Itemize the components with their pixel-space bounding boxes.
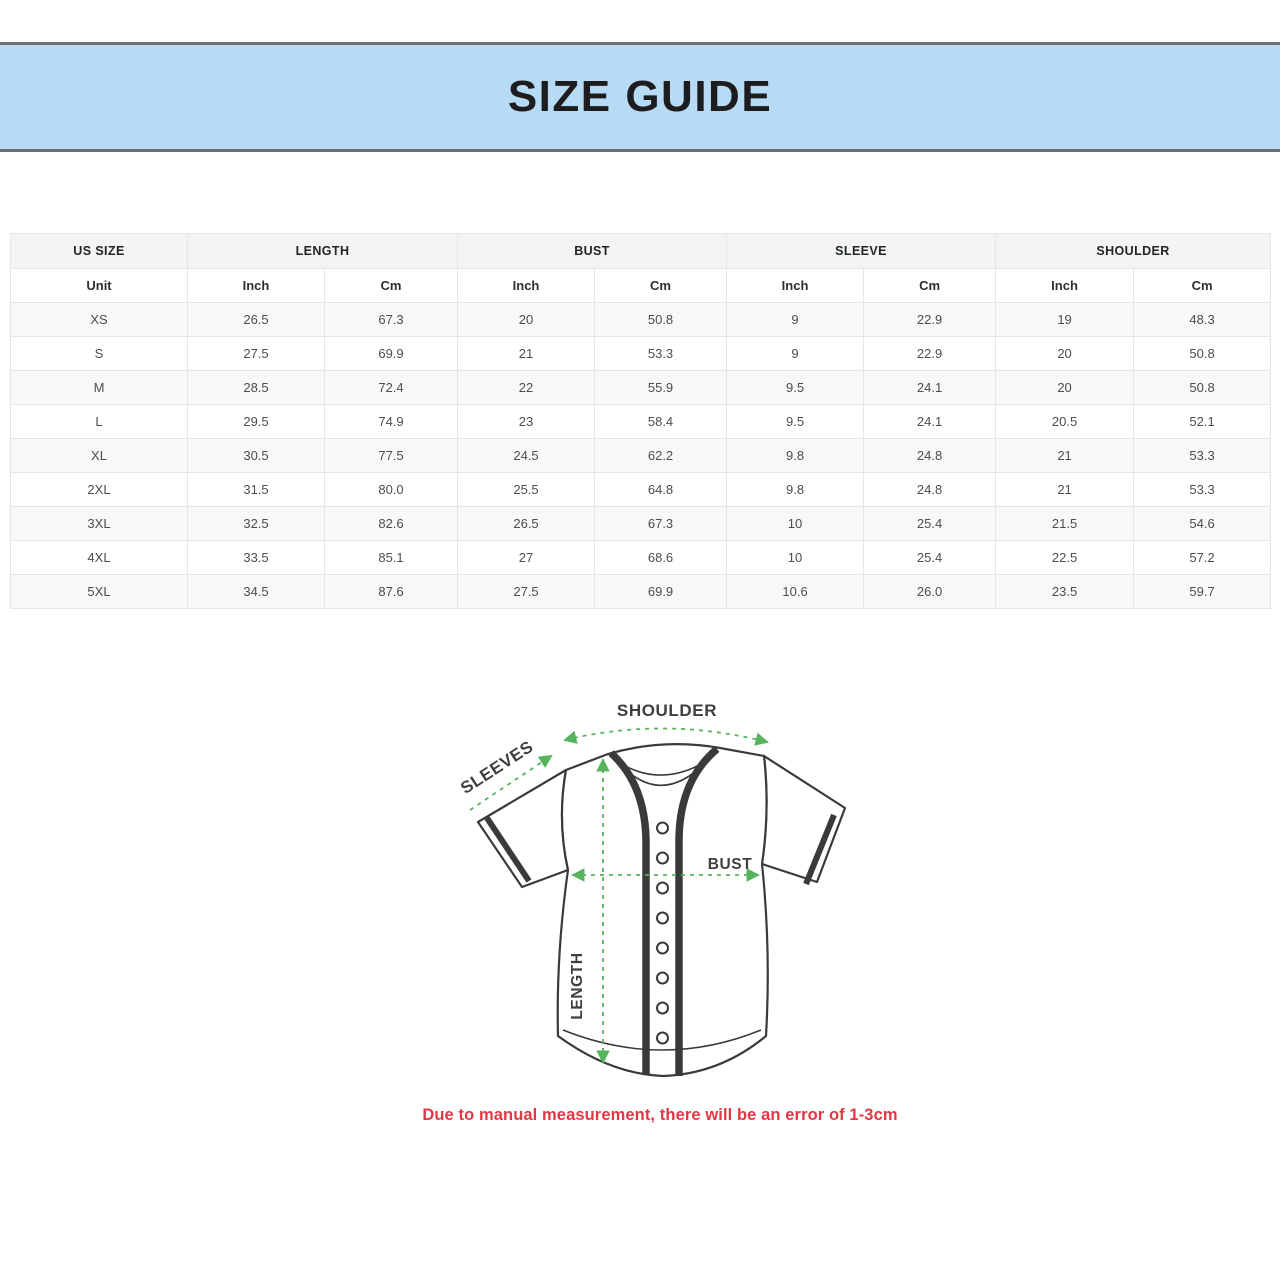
table-row	[11, 371, 1271, 405]
value-cell: 23.5	[996, 575, 1134, 609]
length-label: LENGTH	[569, 952, 586, 1020]
value-cell: 59.7	[1134, 575, 1271, 609]
value-cell: 9.8	[727, 473, 864, 507]
value-cell: 52.1	[1134, 405, 1271, 439]
unit-header: Inch	[188, 269, 325, 303]
shoulder-arrow	[565, 728, 767, 742]
value-cell: 24.1	[864, 371, 996, 405]
value-cell: 27	[458, 541, 595, 575]
jersey-measurement-diagram	[430, 690, 890, 1110]
value-cell: 26.5	[458, 507, 595, 541]
value-cell: 22.9	[864, 303, 996, 337]
jersey-outline	[478, 744, 845, 1076]
value-cell: 53.3	[1134, 473, 1271, 507]
size-cell: S	[11, 337, 188, 371]
button	[657, 883, 668, 894]
value-cell: 27.5	[188, 337, 325, 371]
value-cell: 53.3	[1134, 439, 1271, 473]
value-cell: 80.0	[325, 473, 458, 507]
value-cell: 23	[458, 405, 595, 439]
value-cell: 67.3	[325, 303, 458, 337]
size-table-body	[11, 303, 1271, 609]
jersey-body	[558, 744, 768, 1076]
value-cell: 48.3	[1134, 303, 1271, 337]
table-row	[11, 303, 1271, 337]
jersey-diagram-svg	[430, 690, 890, 1110]
column-header-length: LENGTH	[188, 234, 458, 269]
button	[657, 913, 668, 924]
value-cell: 22.5	[996, 541, 1134, 575]
shoulder-label: SHOULDER	[616, 701, 718, 720]
value-cell: 53.3	[595, 337, 727, 371]
button	[657, 823, 668, 834]
value-cell: 10.6	[727, 575, 864, 609]
value-cell: 10	[727, 507, 864, 541]
value-cell: 28.5	[188, 371, 325, 405]
size-cell: 4XL	[11, 541, 188, 575]
size-table	[10, 233, 1271, 609]
table-row	[11, 337, 1271, 371]
value-cell: 32.5	[188, 507, 325, 541]
unit-header: Inch	[458, 269, 595, 303]
value-cell: 72.4	[325, 371, 458, 405]
unit-header: Cm	[864, 269, 996, 303]
value-cell: 9	[727, 303, 864, 337]
size-cell: M	[11, 371, 188, 405]
value-cell: 21.5	[996, 507, 1134, 541]
size-cell: L	[11, 405, 188, 439]
value-cell: 69.9	[325, 337, 458, 371]
value-cell: 68.6	[595, 541, 727, 575]
button	[657, 1033, 668, 1044]
value-cell: 29.5	[188, 405, 325, 439]
value-cell: 20	[458, 303, 595, 337]
button	[657, 943, 668, 954]
table-row	[11, 575, 1271, 609]
value-cell: 26.0	[864, 575, 996, 609]
value-cell: 21	[996, 439, 1134, 473]
value-cell: 27.5	[458, 575, 595, 609]
value-cell: 24.5	[458, 439, 595, 473]
unit-header: Cm	[325, 269, 458, 303]
table-group-header-row	[11, 234, 1271, 269]
value-cell: 25.5	[458, 473, 595, 507]
value-cell: 82.6	[325, 507, 458, 541]
value-cell: 26.5	[188, 303, 325, 337]
value-cell: 50.8	[1134, 337, 1271, 371]
value-cell: 10	[727, 541, 864, 575]
table-row	[11, 439, 1271, 473]
size-cell: XS	[11, 303, 188, 337]
value-cell: 24.1	[864, 405, 996, 439]
unit-header: Cm	[1134, 269, 1271, 303]
column-header-us-size: US SIZE	[11, 234, 188, 269]
value-cell: 25.4	[864, 541, 996, 575]
table-unit-header-row	[11, 269, 1271, 303]
size-cell: 5XL	[11, 575, 188, 609]
value-cell: 9.5	[727, 405, 864, 439]
value-cell: 24.8	[864, 439, 996, 473]
value-cell: 20	[996, 371, 1134, 405]
size-cell: XL	[11, 439, 188, 473]
value-cell: 54.6	[1134, 507, 1271, 541]
value-cell: 22	[458, 371, 595, 405]
value-cell: 67.3	[595, 507, 727, 541]
table-row	[11, 507, 1271, 541]
table-row	[11, 405, 1271, 439]
value-cell: 30.5	[188, 439, 325, 473]
button	[657, 1003, 668, 1014]
value-cell: 50.8	[595, 303, 727, 337]
unit-header: Inch	[996, 269, 1134, 303]
value-cell: 9.5	[727, 371, 864, 405]
column-header-sleeve: SLEEVE	[727, 234, 996, 269]
size-cell: 3XL	[11, 507, 188, 541]
value-cell: 69.9	[595, 575, 727, 609]
unit-header: Unit	[11, 269, 188, 303]
value-cell: 20.5	[996, 405, 1134, 439]
table-row	[11, 473, 1271, 507]
column-header-bust: BUST	[458, 234, 727, 269]
value-cell: 21	[458, 337, 595, 371]
value-cell: 24.8	[864, 473, 996, 507]
value-cell: 62.2	[595, 439, 727, 473]
value-cell: 33.5	[188, 541, 325, 575]
value-cell: 50.8	[1134, 371, 1271, 405]
value-cell: 34.5	[188, 575, 325, 609]
table-row	[11, 541, 1271, 575]
value-cell: 64.8	[595, 473, 727, 507]
value-cell: 22.9	[864, 337, 996, 371]
sleeves-label: SLEEVES	[457, 736, 537, 798]
value-cell: 58.4	[595, 405, 727, 439]
value-cell: 85.1	[325, 541, 458, 575]
unit-header: Inch	[727, 269, 864, 303]
size-guide-banner	[0, 42, 1280, 152]
value-cell: 31.5	[188, 473, 325, 507]
value-cell: 20	[996, 337, 1134, 371]
value-cell: 57.2	[1134, 541, 1271, 575]
measurement-disclaimer: Due to manual measurement, there will be an error of 1-3cm	[422, 1106, 898, 1124]
value-cell: 21	[996, 473, 1134, 507]
value-cell: 74.9	[325, 405, 458, 439]
value-cell: 25.4	[864, 507, 996, 541]
bust-label: BUST	[707, 856, 753, 873]
page-title: SIZE GUIDE	[507, 72, 773, 121]
value-cell: 9.8	[727, 439, 864, 473]
size-cell: 2XL	[11, 473, 188, 507]
button	[657, 853, 668, 864]
unit-header: Cm	[595, 269, 727, 303]
value-cell: 9	[727, 337, 864, 371]
button	[657, 973, 668, 984]
column-header-shoulder: SHOULDER	[996, 234, 1271, 269]
value-cell: 19	[996, 303, 1134, 337]
value-cell: 77.5	[325, 439, 458, 473]
value-cell: 55.9	[595, 371, 727, 405]
value-cell: 87.6	[325, 575, 458, 609]
